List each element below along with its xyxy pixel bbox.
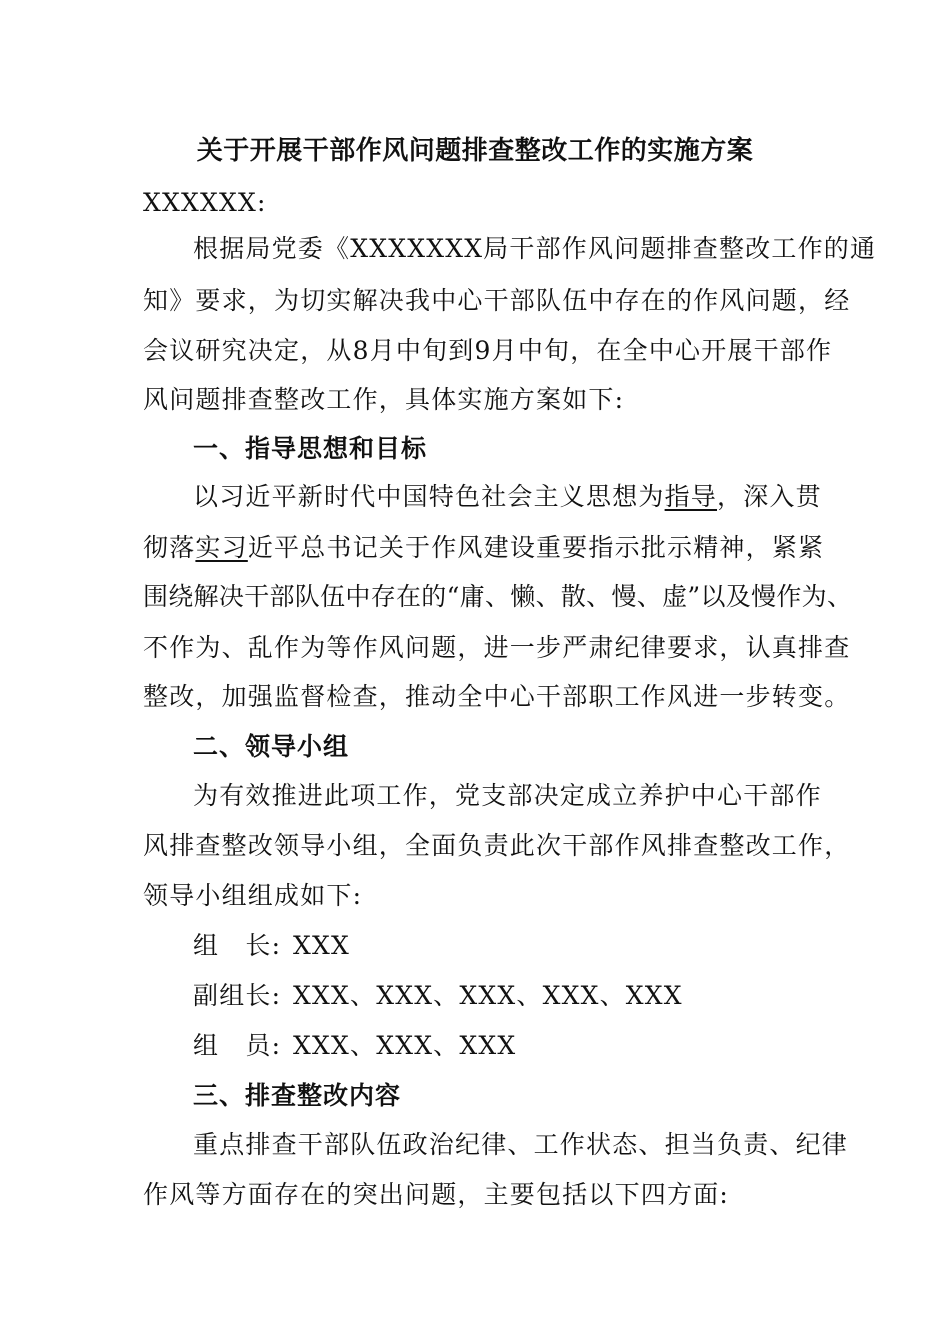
section1-line-3: 围绕解决干部队伍中存在的“庸、懒、散、慢、虚”以及慢作为、	[143, 582, 853, 611]
member-row-members	[193, 1029, 516, 1063]
section3-heading: 三、排查整改内容	[193, 1081, 402, 1110]
section1-line-4: 不作为、乱作为等作风问题，进一步严肃纪律要求，认真排查	[143, 633, 851, 662]
intro-line-2: 知》要求，为切实解决我中心干部队伍中存在的作风问题，经	[143, 286, 851, 315]
section1-line-5: 整改，加强监督检查，推动全中心干部职工作风进一步转变。	[143, 682, 851, 711]
intro-line-1: 根据局党委《XXXXXXX局干部作风问题排查整改工作的通	[193, 234, 877, 263]
salutation: XXXXXX:	[143, 188, 267, 217]
section1-text: 彻落	[143, 533, 196, 562]
intro-line-3: 会议研究决定，从8月中旬到9月中旬，在全中心开展干部作	[143, 336, 833, 365]
member-value: XXX、XXX、XXX、XXX、XXX	[293, 981, 683, 1010]
section3-line-1: 重点排查干部队伍政治纪律、工作状态、担当负责、纪律	[193, 1130, 849, 1159]
section1-heading: 一、指导思想和目标	[193, 434, 428, 463]
document-title: 关于开展干部作风问题排查整改工作的实施方案	[196, 136, 754, 166]
section1-text: 近平总书记关于作风建设重要指示批示精神，紧紧	[247, 533, 825, 562]
section2-line-3: 领导小组组成如下:	[143, 881, 363, 910]
section3-line-2: 作风等方面存在的突出问题，主要包括以下四方面:	[143, 1180, 730, 1209]
member-label: 副组长:	[193, 981, 282, 1010]
underlined-link[interactable]: 实习	[195, 533, 248, 562]
underlined-link[interactable]: 指导	[664, 482, 718, 511]
section1-line-1	[193, 480, 822, 514]
member-row-deputy	[193, 979, 683, 1013]
member-label: 组 长:	[193, 931, 282, 960]
section1-line-2	[143, 531, 824, 565]
member-row-leader	[193, 929, 350, 963]
section2-line-1: 为有效推进此项工作，党支部决定成立养护中心干部作	[193, 781, 822, 810]
section2-heading: 二、领导小组	[193, 732, 350, 761]
section1-text: ，深入贯	[717, 482, 822, 511]
member-value: XXX、XXX、XXX	[293, 1031, 517, 1060]
member-label: 组 员:	[193, 1031, 282, 1060]
section2-line-2: 风排查整改领导小组，全面负责此次干部作风排查整改工作，	[143, 831, 851, 860]
intro-line-4: 风问题排查整改工作，具体实施方案如下:	[143, 385, 625, 414]
member-value: XXX	[293, 931, 350, 960]
section1-text: 以习近平新时代中国特色社会主义思想为	[193, 482, 665, 511]
